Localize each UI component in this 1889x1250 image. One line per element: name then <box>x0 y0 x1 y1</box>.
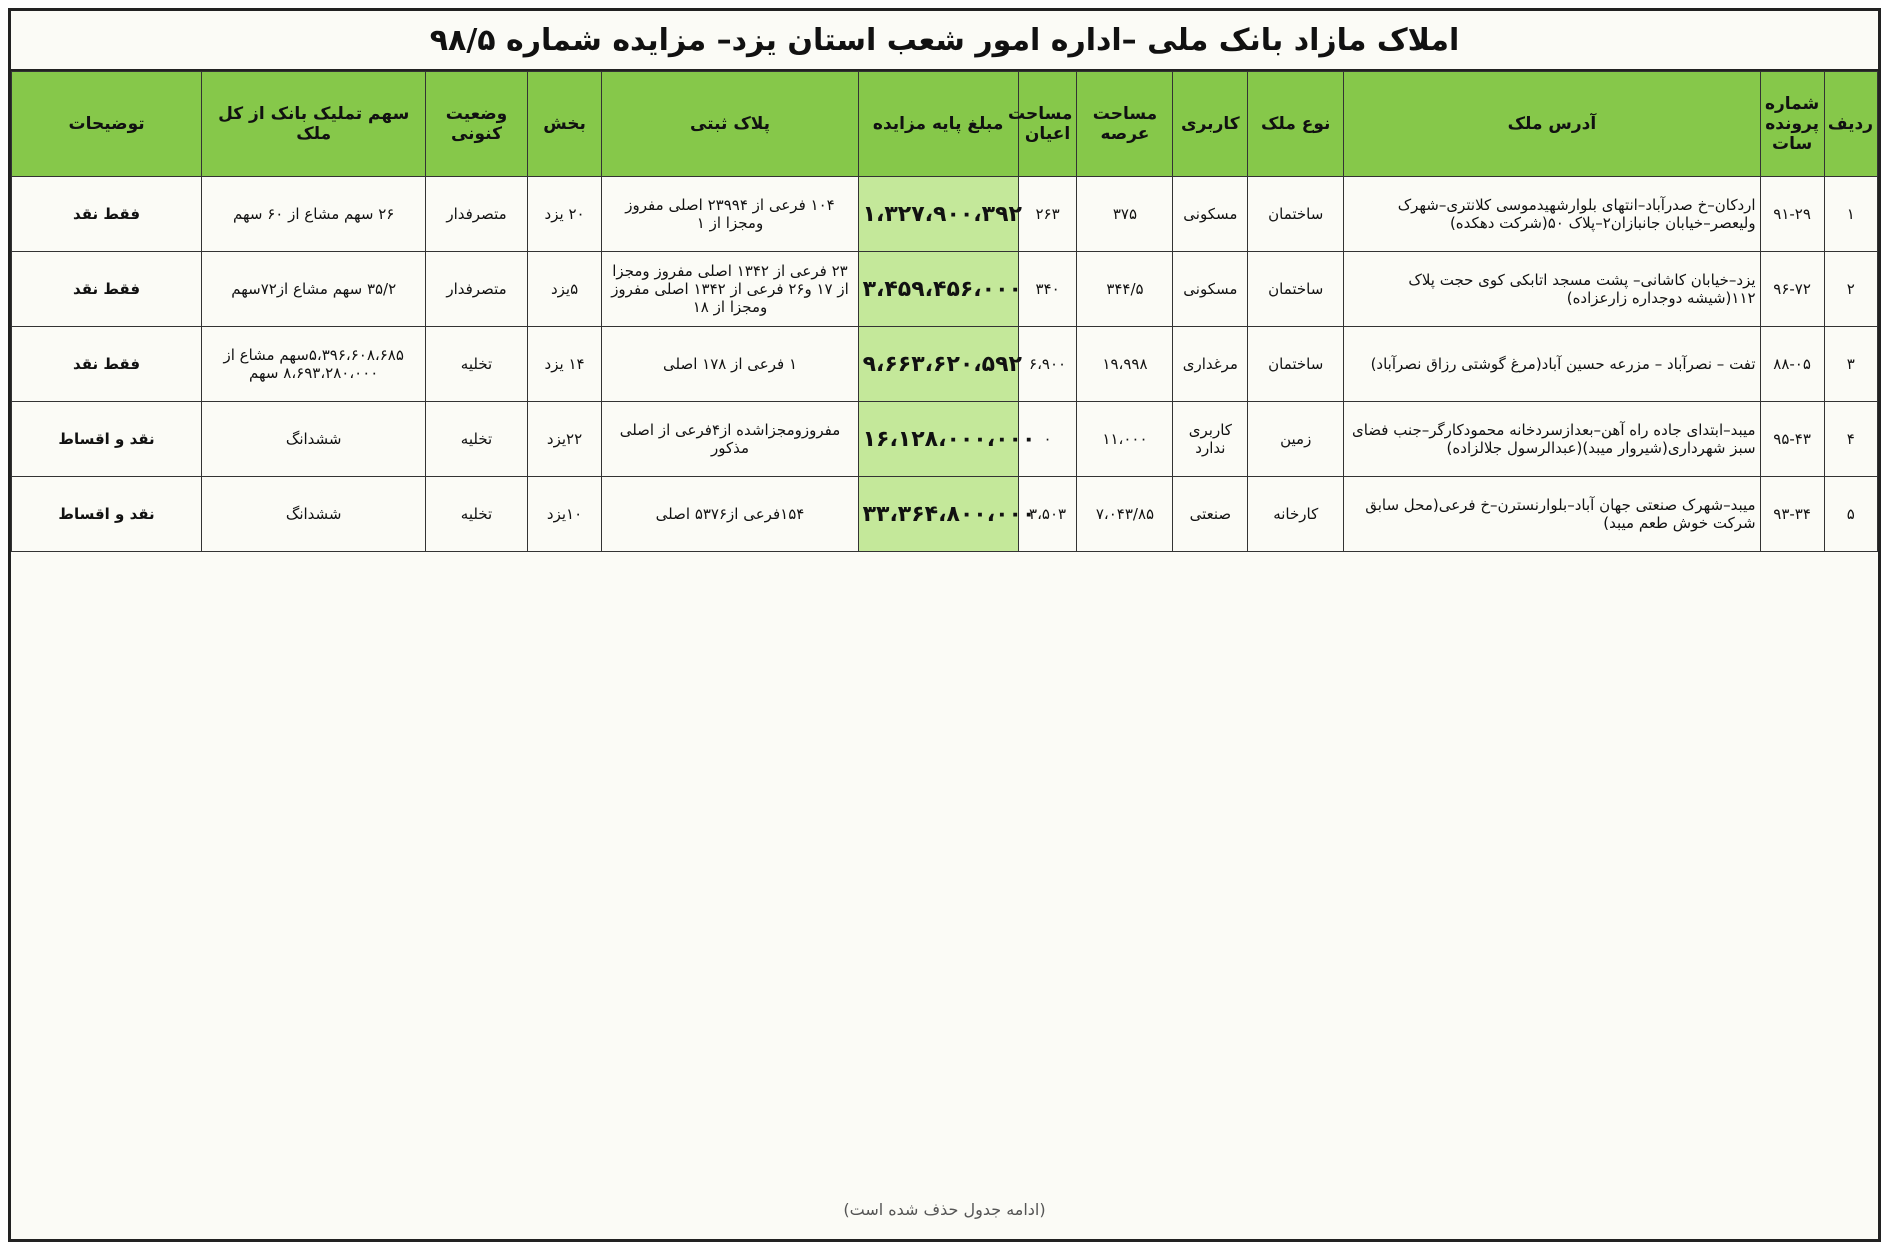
table-row <box>12 327 1878 402</box>
cell-address: میبد–ابتدای جاده راه آهن–بعدازسردخانه محمودکارگر–جنب فضای سبز شهرداری(شیروار میبد)(عبدالرسول جلالزاده) <box>1344 402 1760 477</box>
header-cell: کاربری <box>1173 72 1248 177</box>
cell-bank-share: ششدانگ <box>202 402 426 477</box>
cell-building-area: ۳۴۰ <box>1018 252 1077 327</box>
header-cell: شماره پرونده سات <box>1760 72 1824 177</box>
cell-notes: نقد و اقساط <box>12 402 202 477</box>
header-cell: توضیحات <box>12 72 202 177</box>
cell-notes: نقد و اقساط <box>12 477 202 552</box>
cell-land-area: ۳۴۴/۵ <box>1077 252 1173 327</box>
header-cell: نوع ملک <box>1248 72 1344 177</box>
header-cell: مبلغ پایه مزایده <box>858 72 1018 177</box>
cell-bank-share: ۳۵/۲ سهم مشاع از۷۲سهم <box>202 252 426 327</box>
cell-usage: صنعتی <box>1173 477 1248 552</box>
cell-registration-plate: ۱ فرعی از ۱۷۸ اصلی <box>602 327 858 402</box>
cell-file-number: ۹۳-۳۴ <box>1760 477 1824 552</box>
cell-base-price: ۱۶،۱۲۸،۰۰۰،۰۰۰ <box>858 402 1018 477</box>
cell-property-type: کارخانه <box>1248 477 1344 552</box>
cell-address: تفت – نصرآباد – مزرعه حسین آباد(مرغ گوشتی رزاق نصرآباد) <box>1344 327 1760 402</box>
header-cell: سهم تملیک بانک از کل ملک <box>202 72 426 177</box>
cell-land-area: ۳۷۵ <box>1077 177 1173 252</box>
cell-property-type: ساختمان <box>1248 327 1344 402</box>
cell-property-type: ساختمان <box>1248 252 1344 327</box>
cell-bank-share: ششدانگ <box>202 477 426 552</box>
cell-row-number: ۲ <box>1824 252 1877 327</box>
cell-building-area: ۲۶۳ <box>1018 177 1077 252</box>
cell-file-number: ۸۸-۰۵ <box>1760 327 1824 402</box>
header-cell: مساحت اعیان <box>1018 72 1077 177</box>
cell-property-type: زمین <box>1248 402 1344 477</box>
cell-row-number: ۱ <box>1824 177 1877 252</box>
cell-usage: مسکونی <box>1173 177 1248 252</box>
cell-address: اردکان–خ صدرآباد–انتهای بلوارشهیدموسی کلانتری–شهرک ولیعصر–خیابان جانبازان۲–پلاک ۵۰(شرکت دهکده) <box>1344 177 1760 252</box>
cell-file-number: ۹۵-۴۳ <box>1760 402 1824 477</box>
table-body <box>12 177 1878 552</box>
cell-address: یزد–خیابان کاشانی– پشت مسجد اتابکی کوی حجت پلاک ۱۱۲(شیشه دوجداره زارعزاده) <box>1344 252 1760 327</box>
cell-land-area: ۱۱،۰۰۰ <box>1077 402 1173 477</box>
table-row <box>12 477 1878 552</box>
cell-property-type: ساختمان <box>1248 177 1344 252</box>
cell-notes: فقط نقد <box>12 252 202 327</box>
cell-registration-plate: ۲۳ فرعی از ۱۳۴۲ اصلی مفروز ومجزا از ۱۷ و۲۶ فرعی از ۱۳۴۲ اصلی مفروز ومجزا از ۱۸ <box>602 252 858 327</box>
header-cell: بخش <box>527 72 602 177</box>
cell-base-price: ۳۳،۳۶۴،۸۰۰،۰۰۰ <box>858 477 1018 552</box>
cell-status: متصرفدار <box>426 177 527 252</box>
cell-row-number: ۳ <box>1824 327 1877 402</box>
cell-building-area: ۰ <box>1018 402 1077 477</box>
cell-registration-plate: ۱۰۴ فرعی از ۲۳۹۹۴ اصلی مفروز ومجزا از ۱ <box>602 177 858 252</box>
table-header-row <box>12 72 1878 177</box>
truncation-note: (ادامه جدول حذف شده است) <box>843 1200 1046 1219</box>
header-cell: پلاک ثبتی <box>602 72 858 177</box>
cell-address: میبد–شهرک صنعتی جهان آباد–بلوارنسترن–خ فرعی(محل سابق شرکت خوش طعم میبد) <box>1344 477 1760 552</box>
cell-status: متصرفدار <box>426 252 527 327</box>
cell-status: تخلیه <box>426 402 527 477</box>
header-cell: ردیف <box>1824 72 1877 177</box>
cell-file-number: ۹۱-۲۹ <box>1760 177 1824 252</box>
cell-base-price: ۱،۳۲۷،۹۰۰،۳۹۲ <box>858 177 1018 252</box>
table-row <box>12 402 1878 477</box>
cell-registration-plate: مفروزومجزاشده از۴فرعی از اصلی مذکور <box>602 402 858 477</box>
auction-table-page <box>8 8 1881 1242</box>
cell-building-area: ۳،۵۰۳ <box>1018 477 1077 552</box>
cell-district: ۵یزد <box>527 252 602 327</box>
cell-row-number: ۴ <box>1824 402 1877 477</box>
cell-row-number: ۵ <box>1824 477 1877 552</box>
cell-building-area: ۶،۹۰۰ <box>1018 327 1077 402</box>
cell-usage: مرغداری <box>1173 327 1248 402</box>
page-title: املاک مازاد بانک ملی –اداره امور شعب استان یزد– مزایده شماره ۹۸/۵ <box>11 11 1878 71</box>
cell-base-price: ۹،۶۶۳،۶۲۰،۵۹۲ <box>858 327 1018 402</box>
cell-notes: فقط نقد <box>12 327 202 402</box>
header-cell: مساحت عرصه <box>1077 72 1173 177</box>
header-cell: آدرس ملک <box>1344 72 1760 177</box>
cell-status: تخلیه <box>426 327 527 402</box>
cell-bank-share: ۲۶ سهم مشاع از ۶۰ سهم <box>202 177 426 252</box>
table-row <box>12 177 1878 252</box>
cell-district: ۲۲یزد <box>527 402 602 477</box>
cell-district: ۱۰یزد <box>527 477 602 552</box>
cell-registration-plate: ۱۵۴فرعی از۵۳۷۶ اصلی <box>602 477 858 552</box>
auction-table <box>11 71 1878 552</box>
cell-land-area: ۷،۰۴۳/۸۵ <box>1077 477 1173 552</box>
cell-status: تخلیه <box>426 477 527 552</box>
cell-district: ۱۴ یزد <box>527 327 602 402</box>
cell-bank-share: ۵،۳۹۶،۶۰۸،۶۸۵سهم مشاع از ۸،۶۹۳،۲۸۰،۰۰۰ سهم <box>202 327 426 402</box>
cell-usage: مسکونی <box>1173 252 1248 327</box>
cell-usage: کاربری ندارد <box>1173 402 1248 477</box>
table-row <box>12 252 1878 327</box>
cell-file-number: ۹۶-۷۲ <box>1760 252 1824 327</box>
cell-notes: فقط نقد <box>12 177 202 252</box>
cell-base-price: ۳،۴۵۹،۴۵۶،۰۰۰ <box>858 252 1018 327</box>
cell-district: ۲۰ یزد <box>527 177 602 252</box>
header-cell: وضعیت کنونی <box>426 72 527 177</box>
cell-land-area: ۱۹،۹۹۸ <box>1077 327 1173 402</box>
